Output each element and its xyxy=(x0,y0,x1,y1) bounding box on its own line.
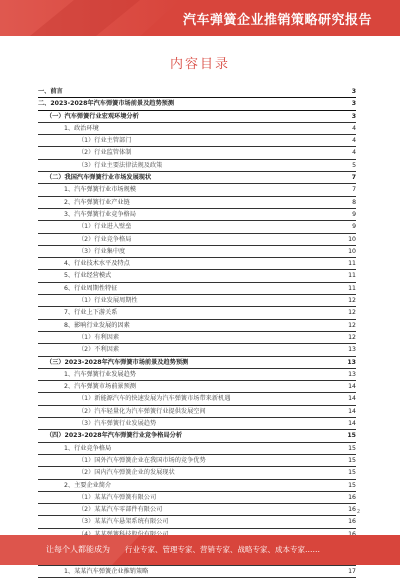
footer-expert-list: 行业专家、管理专家、营销专家、战略专家、成本专家…… xyxy=(125,545,320,554)
toc-entry-page: 9 xyxy=(352,210,356,218)
toc-entry-page: 7 xyxy=(352,186,356,194)
toc-entry-text: 1、政治环境 xyxy=(64,124,99,132)
toc-entry-page: 7 xyxy=(351,174,356,182)
toc-entry[interactable] xyxy=(38,516,356,528)
toc-entry-page: 4 xyxy=(352,137,356,145)
footer-slogan: 让每个人都能成为 xyxy=(46,545,110,554)
toc-entry-page: 14 xyxy=(348,383,356,391)
toc-entry[interactable] xyxy=(38,111,356,123)
toc-entry-page: 15 xyxy=(348,444,356,452)
toc-entry[interactable] xyxy=(38,197,356,209)
toc-entry[interactable] xyxy=(38,492,356,504)
toc-entry-page: 11 xyxy=(348,284,356,292)
toc-entry[interactable] xyxy=(38,480,356,492)
toc-entry-page: 10 xyxy=(348,247,356,255)
toc-entry-text: （1）国外汽车弹簧企业在我国市场的竞争优势 xyxy=(78,456,206,464)
toc-entry-text: 4、行业技术水平及特点 xyxy=(64,260,130,268)
toc-entry-page: 16 xyxy=(348,506,356,514)
toc-entry[interactable] xyxy=(38,86,356,98)
toc-entry-page: 12 xyxy=(348,321,356,329)
toc-entry[interactable] xyxy=(38,258,356,270)
toc-entry-text: （2）行业竞争格局 xyxy=(78,235,132,243)
toc-entry-text: （2）不利因素 xyxy=(78,346,120,354)
toc-entry-text: 1、汽车弹簧行业发展趋势 xyxy=(64,370,136,378)
toc-entry-text: 6、行业周期性特征 xyxy=(64,284,118,292)
toc-entry[interactable] xyxy=(38,357,356,369)
toc-entry[interactable] xyxy=(38,455,356,467)
toc-entry-text: （四）2023-2028年汽车弹簧行业竞争格局分析 xyxy=(46,432,183,440)
toc-entry-page: 17 xyxy=(348,567,356,575)
toc-entry-page: 10 xyxy=(348,235,356,243)
toc-entry-text: （1）新能源汽车的快速发展为汽车弹簧市场带来新机遇 xyxy=(78,395,231,403)
toc-entry[interactable] xyxy=(38,209,356,221)
toc-entry[interactable] xyxy=(38,369,356,381)
toc-entry-page: 11 xyxy=(348,272,356,280)
toc-entry-page: 3 xyxy=(351,100,356,108)
toc-entry[interactable] xyxy=(38,283,356,295)
toc-entry-text: 2、汽车弹簧行业产业链 xyxy=(64,198,130,206)
toc-entry-page: 14 xyxy=(348,407,356,415)
toc-entry-text: 3、汽车弹簧行业竞争格局 xyxy=(64,210,136,218)
toc-entry-text: （3）汽车弹簧行业发展趋势 xyxy=(78,420,157,428)
toc-entry[interactable] xyxy=(38,418,356,430)
toc-entry-text: 1、行业竞争格局 xyxy=(64,444,112,452)
toc-entry-text: （2）行业监管体制 xyxy=(78,149,132,157)
toc-entry[interactable] xyxy=(38,381,356,393)
toc-entry-text: （3）某某汽车悬架系统有限公司 xyxy=(78,518,169,526)
toc-entry[interactable] xyxy=(38,430,356,442)
report-title: 汽车弹簧企业推销策略研究报告 xyxy=(182,13,372,28)
toc-entry-text: （3）行业主要法律法规及政策 xyxy=(78,161,163,169)
toc-entry[interactable] xyxy=(38,443,356,455)
toc-entry-text: （1）某某汽车弹簧有限公司 xyxy=(78,493,157,501)
toc-entry-page: 13 xyxy=(348,370,356,378)
toc-entry-text: （1）有利因素 xyxy=(78,333,120,341)
toc-entry-text: 5、行业经营模式 xyxy=(64,272,112,280)
toc-entry-text: （1）行业发展周期性 xyxy=(78,297,138,305)
toc-entry-text: 7、行业上下游关系 xyxy=(64,309,118,317)
toc-entry-page: 4 xyxy=(352,124,356,132)
header-banner xyxy=(0,0,400,36)
toc-entry-page: 3 xyxy=(351,88,356,95)
toc-entry-text: 1、汽车弹簧行业市场规模 xyxy=(64,186,136,194)
toc-entry-page: 12 xyxy=(348,333,356,341)
toc-entry[interactable] xyxy=(38,172,356,184)
toc-entry[interactable] xyxy=(38,160,356,172)
toc-entry[interactable] xyxy=(38,393,356,405)
toc-entry-page: 11 xyxy=(348,260,356,268)
toc-entry-page: 16 xyxy=(348,518,356,526)
toc-entry-text: （2）汽车轻量化为汽车弹簧行业提供发展空间 xyxy=(78,407,206,415)
toc-entry-page: 15 xyxy=(348,481,356,489)
toc-entry-page: 16 xyxy=(348,493,356,501)
toc-entry-text: （2）国内汽车弹簧企业的发展现状 xyxy=(78,469,175,477)
toc-entry[interactable] xyxy=(38,246,356,258)
toc-entry-text: 1、某某汽车弹簧企业推销策略 xyxy=(64,567,149,575)
toc-entry-text: （一）汽车弹簧行业宏观环境分析 xyxy=(46,112,139,120)
table-of-contents xyxy=(38,86,356,578)
toc-entry-text: 二、2023-2028年汽车弹簧市场前景及趋势预测 xyxy=(38,100,175,108)
toc-entry[interactable] xyxy=(38,98,356,110)
page-number: 2 xyxy=(356,509,360,515)
toc-title: 内容目录 xyxy=(169,57,230,72)
toc-entry[interactable] xyxy=(38,234,356,246)
toc-entry-page: 13 xyxy=(347,358,356,366)
toc-entry[interactable] xyxy=(38,320,356,332)
toc-entry-page: 8 xyxy=(352,198,356,206)
toc-entry-page: 14 xyxy=(348,395,356,403)
toc-entry-text: （三）2023-2028年汽车弹簧市场前景及趋势预测 xyxy=(46,358,189,366)
toc-entry-page: 12 xyxy=(348,309,356,317)
toc-entry[interactable] xyxy=(38,504,356,516)
toc-entry-text: 一、前言 xyxy=(38,88,63,95)
toc-entry-page: 14 xyxy=(348,420,356,428)
toc-entry-page: 13 xyxy=(348,346,356,354)
toc-entry[interactable] xyxy=(38,221,356,233)
toc-entry[interactable] xyxy=(38,184,356,196)
toc-entry-page: 3 xyxy=(351,112,356,120)
toc-entry[interactable] xyxy=(38,344,356,356)
toc-entry[interactable] xyxy=(38,147,356,159)
toc-entry[interactable] xyxy=(38,295,356,307)
toc-entry[interactable] xyxy=(38,332,356,344)
toc-entry-text: （二）我国汽车弹簧行业市场发展现状 xyxy=(46,174,152,182)
toc-entry-page: 4 xyxy=(352,149,356,157)
toc-entry-page: 15 xyxy=(348,456,356,464)
toc-entry-text: （2）某某汽车零部件有限公司 xyxy=(78,506,163,514)
toc-entry[interactable] xyxy=(38,406,356,418)
toc-entry-page: 12 xyxy=(348,297,356,305)
toc-entry-page: 15 xyxy=(348,469,356,477)
toc-entry[interactable] xyxy=(38,123,356,135)
toc-entry-page: 15 xyxy=(347,432,356,440)
toc-entry-text: （1）行业主管部门 xyxy=(78,137,132,145)
toc-entry-page: 5 xyxy=(352,161,356,169)
footer-banner xyxy=(0,535,400,565)
toc-entry[interactable] xyxy=(38,270,356,282)
toc-entry[interactable] xyxy=(38,566,356,578)
toc-entry[interactable] xyxy=(38,135,356,147)
toc-entry-page: 9 xyxy=(352,223,356,231)
toc-entry-text: 2、汽车弹簧市场前景预测 xyxy=(64,383,136,391)
toc-entry-text: 8、影响行业发展的因素 xyxy=(64,321,130,329)
toc-entry-text: （1）行业进入壁垒 xyxy=(78,223,132,231)
toc-entry[interactable] xyxy=(38,307,356,319)
toc-entry-text: 2、主要企业简介 xyxy=(64,481,112,489)
toc-entry[interactable] xyxy=(38,467,356,479)
toc-entry-text: （3）行业集中度 xyxy=(78,247,126,255)
